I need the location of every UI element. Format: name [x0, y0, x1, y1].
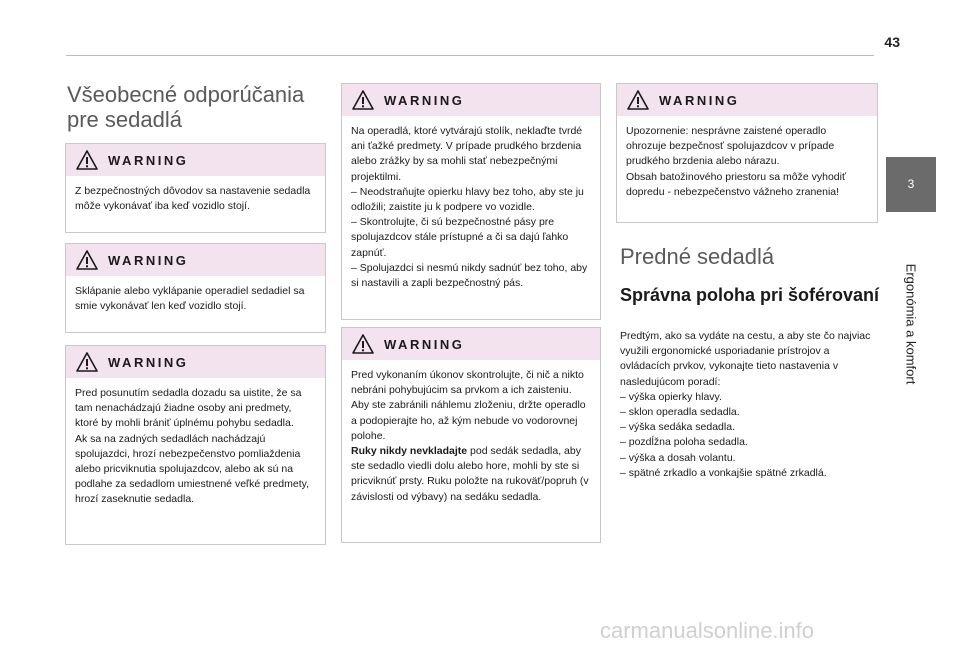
warning-title: WARNING	[108, 354, 189, 370]
warning-triangle-icon	[76, 150, 98, 170]
chapter-title: Ergonómia a komfort	[903, 263, 919, 385]
page-number: 43	[884, 34, 900, 50]
warning-bold-lead: Ruky nikdy nevkladajte	[351, 445, 468, 458]
warning-line: Aby ste zabránili náhlemu zloženiu, držte operadlo a podopierajte ho, až kým nebude vo vodorovnej polohe.	[351, 399, 586, 442]
warning-line: Z bezpečnostných dôvodov sa nastavenie sedadla môže vykonávať iba keď vozidlo stojí.	[75, 185, 311, 213]
warning-line: Na operadlá, ktoré vytvárajú stolík, neklaďte tvrdé ani ťažké predmety. V prípade prudkého brzdenia alebo zrážky by sa mohli stať nebezpečnými projektilmi.	[351, 125, 583, 183]
warning-line: – Skontrolujte, či sú bezpečnostné pásy pre spolujazdcov stále prístupné a či sa dajú ľahko zapnúť.	[351, 216, 569, 259]
warning-line: Ak sa na zadných sedadlách nachádzajú spolujazdci, hrozí nebezpečenstvo pomliaždenia alebo pricviknutia spolujazdcov, alebo ak sú na podlahe za sedadlom umiestnené veľké predmety, hrozí zaseknutie sedadla.	[75, 432, 310, 506]
warning-title: WARNING	[659, 92, 740, 108]
section-heading-general: Všeobecné odporúčania pre sedadlá	[67, 82, 305, 132]
warning-title: WARNING	[108, 252, 189, 268]
warning-line: – Neodstraňujte opierku hlavy bez toho, aby ste ju odložili; zaistite ju k podpere vo vozidle.	[351, 185, 584, 214]
chapter-tab-number[interactable]: 3	[886, 157, 936, 212]
section-heading-front-seats: Predné sedadlá	[620, 244, 775, 269]
warning-header	[617, 84, 877, 116]
chapter-tab	[886, 214, 936, 434]
position-line: – spätné zrkadlo a vonkajšie spätné zrkadlá.	[620, 466, 827, 479]
header-rule	[66, 55, 874, 56]
warning-header	[342, 328, 600, 360]
warning-line: Upozornenie: nesprávne zaistené operadlo ohrozuje bezpečnosť spolujazdcov v prípade prudkého brzdenia alebo nárazu.	[626, 125, 835, 168]
position-line: – výška opierky hlavy.	[620, 390, 722, 403]
position-line: – výška a dosah volantu.	[620, 451, 736, 464]
watermark: carmanualsonline.info	[600, 618, 815, 643]
position-line: – výška sedáka sedadla.	[620, 421, 735, 434]
warning-title: WARNING	[384, 92, 465, 108]
warning-box	[341, 327, 601, 543]
warning-header	[66, 144, 325, 176]
warning-text	[617, 116, 877, 208]
warning-text	[342, 116, 600, 299]
subsection-heading-driving-position: Správna poloha pri šoférovaní	[620, 285, 880, 305]
warning-line: Obsah batožinového priestoru sa môže vyhodiť dopredu - nebezpečenstvo vážneho zranenia!	[626, 170, 846, 198]
warning-text	[66, 378, 325, 516]
warning-text	[66, 276, 325, 322]
warning-header	[342, 84, 600, 116]
warning-box	[65, 345, 326, 545]
warning-box	[65, 243, 326, 333]
warning-triangle-icon	[352, 90, 374, 110]
warning-triangle-icon	[352, 334, 374, 354]
warning-line: Pred posunutím sedadla dozadu sa uistite, že sa tam nenachádzajú žiadne osoby ani predmety, ktoré by mohli brániť úplnému pohybu sedadla.	[75, 387, 302, 430]
warning-text	[342, 360, 600, 513]
warning-triangle-icon	[76, 352, 98, 372]
warning-text	[66, 176, 325, 222]
warning-box	[65, 143, 326, 233]
warning-triangle-icon	[76, 250, 98, 270]
position-line: – pozdĺžna poloha sedadla.	[620, 436, 748, 449]
warning-header	[66, 244, 325, 276]
position-line: – sklon operadla sedadla.	[620, 406, 740, 419]
warning-triangle-icon	[627, 90, 649, 110]
warning-line: Ruky nikdy nevkladajte pod sedák sedadla, aby ste sedadlo viedli dolu alebo hore, mohli by ste si pricviknúť prsty. Ruku položte na rukoväť/popruh (v závislosti od výbavy) na sedáku sedadla.	[351, 445, 589, 503]
warning-line: Pred vykonaním úkonov skontrolujte, či nič a nikto nebráni pohybujúcim sa prvkom a ich zaisteniu.	[351, 369, 584, 397]
driving-position-text	[620, 329, 878, 481]
warning-line: – Spolujazdci si nesmú nikdy sadnúť bez toho, aby si nastavili a zapli bezpečnostný pás.	[351, 261, 588, 290]
warning-line: Sklápanie alebo vyklápanie operadiel sedadiel sa smie vykonávať len keď vozidlo stojí.	[75, 285, 305, 313]
warning-box	[341, 83, 601, 320]
warning-header	[66, 346, 325, 378]
warning-title: WARNING	[108, 152, 189, 168]
warning-box	[616, 83, 878, 223]
position-line: Predtým, ako sa vydáte na cestu, a aby ste čo najviac využili ergonomické usporiadanie prístrojov a ovládacích prvkov, vykonajte tieto nastavenia v nasledujúcom poradí:	[620, 330, 871, 388]
warning-title: WARNING	[384, 336, 465, 352]
